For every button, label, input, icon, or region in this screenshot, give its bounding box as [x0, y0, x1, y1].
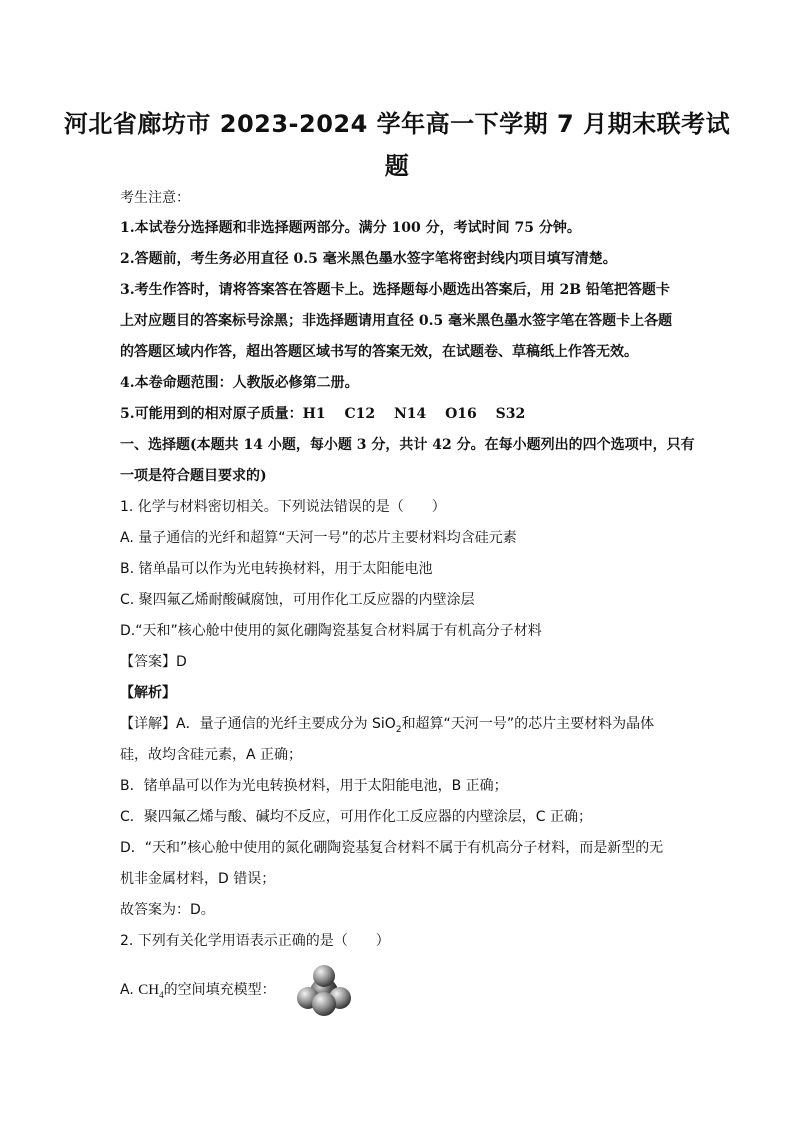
- question-1-detail-c: C．聚四氟乙烯与酸、碱均不反应，可用作化工反应器的内壁涂层，C 正确；: [120, 809, 592, 825]
- question-1-detail-a: [120, 714, 654, 734]
- notice-heading: 考生注意：: [120, 190, 190, 206]
- page-title: 河北省廊坊市 2023-2024 学年高一下学期 7 月期末联考试: [63, 110, 731, 138]
- question-1-detail-a-continued: 硅，故均含硅元素，A 正确；: [120, 747, 303, 763]
- ch4-formula: $CH_4$: [138, 982, 164, 1000]
- question-1-answer: 【答案】D: [120, 654, 187, 670]
- question-1-conclusion: 故答案为：D。: [120, 902, 215, 918]
- notice-item-3-continued-2: 的答题区域内作答，超出答题区域书写的答案无效，在试题卷、草稿纸上作答无效。: [120, 344, 638, 360]
- option-a-label: A.: [120, 982, 134, 998]
- question-2-stem: 2. 下列有关化学用语表示正确的是（ ）: [120, 933, 390, 949]
- question-1-option-b: B. 锗单晶可以作为光电转换材料，用于太阳能电池: [120, 561, 433, 577]
- notice-item-4: 4.本卷命题范围：人教版必修第二册。: [120, 375, 359, 391]
- option-a-text: 的空间填充模型：: [163, 982, 276, 998]
- section-heading-continued: 一项是符合题目要求的): [120, 468, 267, 484]
- detail-a-subscript: 2: [395, 724, 402, 735]
- question-1-option-d: D.“天和”核心舱中使用的氮化硼陶瓷基复合材料属于有机高分子材料: [120, 623, 542, 639]
- notice-item-5: 5.可能用到的相对原子质量：H1 C12 N14 O16 S32: [120, 406, 526, 422]
- question-1-stem: 1. 化学与材料密切相关。下列说法错误的是（ ）: [120, 499, 446, 515]
- question-1-detail-d-continued: 机非金属材料，D 错误；: [120, 871, 276, 887]
- question-1-option-a: A. 量子通信的光纤和超算“天河一号”的芯片主要材料均含硅元素: [120, 530, 517, 546]
- section-heading: 一、选择题(本题共 14 小题，每小题 3 分，共计 42 分。在每小题列出的四个选项中，只有: [120, 437, 695, 453]
- detail-a-text-cont: 和超算“天河一号”的芯片主要材料为晶体: [401, 716, 655, 732]
- notice-item-1: 1.本试卷分选择题和非选择题两部分。满分 100 分，考试时间 75 分钟。: [120, 220, 581, 236]
- notice-item-3-continued: 上对应题目的答案标号涂黑；非选择题请用直径 0.5 毫米黑色墨水签字笔在答题卡上各题: [120, 313, 673, 329]
- question-1-detail-b: B．锗单晶可以作为光电转换材料，用于太阳能电池，B 正确；: [120, 778, 508, 794]
- methane-space-filling-model: [294, 964, 354, 1018]
- question-1-detail-d: D．“天和”核心舱中使用的氮化硼陶瓷基复合材料不属于有机高分子材料，而是新型的无: [120, 840, 664, 856]
- detail-a-text: 【详解】A．量子通信的光纤主要成分为 SiO: [120, 716, 396, 732]
- question-1-analysis-label: 【解析】: [120, 685, 176, 701]
- question-2-option-a: [120, 980, 276, 1000]
- page-title-continued: 题: [384, 152, 410, 180]
- question-1-option-c: C. 聚四氟乙烯耐酸碱腐蚀，可用作化工反应器的内壁涂层: [120, 592, 475, 608]
- notice-item-2: 2.答题前，考生务必用直径 0.5 毫米黑色墨水签字笔将密封线内项目填写清楚。: [120, 251, 617, 267]
- notice-item-3: 3.考生作答时，请将答案答在答题卡上。选择题每小题选出答案后，用 2B 铅笔把答题卡: [120, 282, 670, 298]
